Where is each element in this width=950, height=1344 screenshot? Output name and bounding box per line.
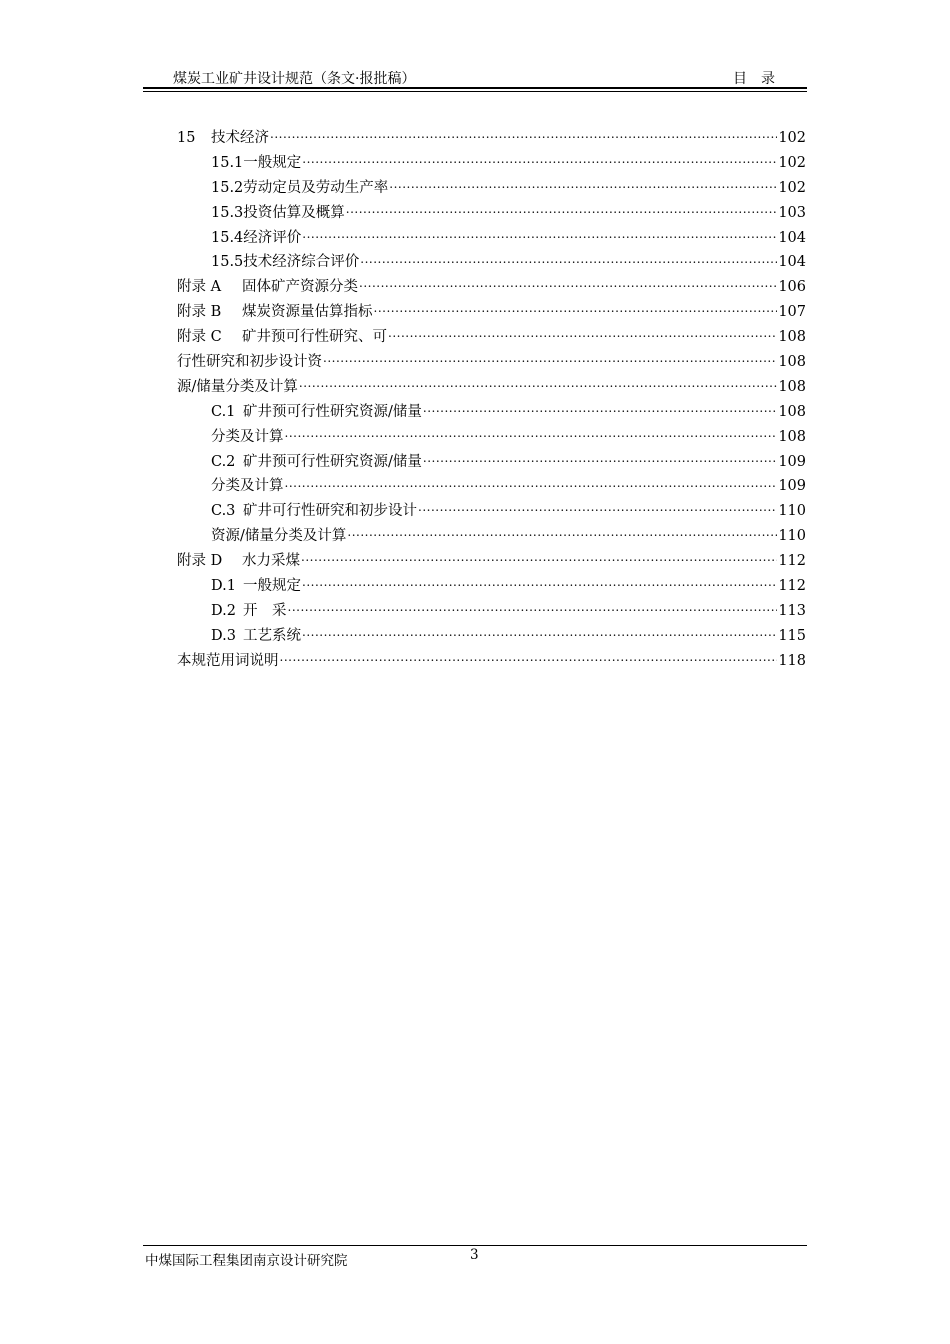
toc-entry-page: 109 xyxy=(778,453,806,470)
toc-entry-number: 15.5 xyxy=(211,254,244,271)
toc-dot-leader xyxy=(302,626,777,640)
toc-entry-page: 108 xyxy=(778,378,806,395)
toc-entry-number: D.3 xyxy=(211,627,236,644)
toc-entry-title: 矿井预可行性研究资源/储量 xyxy=(243,453,422,470)
toc-dot-leader xyxy=(301,551,777,565)
toc-dot-leader xyxy=(285,476,778,490)
toc-entry-title: 矿井预可行性研究资源/储量 xyxy=(243,403,422,420)
toc-entry-page: 112 xyxy=(778,553,806,570)
table-of-contents xyxy=(177,126,806,674)
toc-dot-leader xyxy=(302,576,777,590)
toc-entry-title: 资源/储量分类及计算 xyxy=(211,528,347,545)
header-rule-thin xyxy=(143,91,807,92)
toc-entry-page: 108 xyxy=(778,329,806,346)
toc-entry-page: 104 xyxy=(778,229,806,246)
toc-dot-leader xyxy=(347,526,777,540)
header-rule-thick xyxy=(143,87,807,89)
toc-entry-title: 水力采煤 xyxy=(242,553,300,570)
toc-entry-title: 矿井可行性研究和初步设计 xyxy=(243,503,417,520)
toc-entry-title: 一般规定 xyxy=(243,154,302,171)
toc-entry-title: 煤炭资源量估算指标 xyxy=(242,304,373,321)
toc-entry-page: 118 xyxy=(778,652,806,669)
toc-entry-title: 源/储量分类及计算 xyxy=(177,378,298,395)
toc-dot-leader xyxy=(360,252,777,266)
toc-dot-leader xyxy=(285,427,778,441)
toc-dot-leader xyxy=(346,203,778,217)
toc-entry-title: 工艺系统 xyxy=(243,627,301,644)
toc-dot-leader xyxy=(299,377,777,391)
toc-entry-title: 分类及计算 xyxy=(211,478,284,495)
toc-entry-number: C.3 xyxy=(211,503,236,520)
toc-entry[interactable] xyxy=(177,649,806,674)
toc-dot-leader xyxy=(280,651,778,665)
toc-entry[interactable] xyxy=(177,400,806,425)
toc-entry-page: 103 xyxy=(778,204,806,221)
toc-entry[interactable] xyxy=(177,499,806,524)
toc-entry-page: 110 xyxy=(778,503,806,520)
toc-entry[interactable] xyxy=(177,624,806,649)
toc-entry-number: D.2 xyxy=(211,602,236,619)
toc-entry-number: 附录 B xyxy=(177,304,222,321)
toc-entry-title: 固体矿产资源分类 xyxy=(242,279,358,296)
toc-entry-page: 102 xyxy=(778,154,806,171)
toc-entry-title: 技术经济 xyxy=(211,130,269,146)
toc-entry-title: 投资估算及概算 xyxy=(243,204,345,221)
toc-entry-number: C.2 xyxy=(211,453,236,470)
toc-entry-page: 102 xyxy=(778,130,806,146)
toc-entry-title: 开 采 xyxy=(243,602,287,619)
footer-page-number: 3 xyxy=(470,1247,479,1263)
toc-entry[interactable] xyxy=(177,226,806,251)
toc-entry-number: 15.3 xyxy=(211,204,244,221)
toc-entry[interactable] xyxy=(177,425,806,450)
toc-entry-title: 经济评价 xyxy=(243,229,302,246)
toc-entry-number: C.1 xyxy=(211,403,236,420)
toc-entry-page: 115 xyxy=(778,627,806,644)
toc-entry[interactable] xyxy=(177,126,806,151)
toc-dot-leader xyxy=(323,352,777,366)
toc-dot-leader xyxy=(288,601,778,615)
toc-entry-page: 106 xyxy=(778,279,806,296)
toc-entry-number: 15.2 xyxy=(211,179,244,196)
toc-entry-page: 110 xyxy=(778,528,806,545)
toc-dot-leader xyxy=(359,277,777,291)
toc-entry-title: 行性研究和初步设计资 xyxy=(177,354,322,371)
toc-entry-page: 107 xyxy=(778,304,806,321)
footer-organization: 中煤国际工程集团南京设计研究院 xyxy=(145,1253,348,1269)
toc-entry-title: 矿井预可行性研究、可 xyxy=(242,329,387,346)
toc-entry-title: 劳动定员及劳动生产率 xyxy=(243,179,389,196)
toc-entry-number: 附录 D xyxy=(177,553,223,570)
toc-entry[interactable] xyxy=(177,350,806,375)
toc-entry-page: 102 xyxy=(778,179,806,196)
toc-entry[interactable] xyxy=(177,474,806,499)
toc-entry-page: 113 xyxy=(778,602,806,619)
toc-entry-title: 一般规定 xyxy=(243,578,301,595)
toc-dot-leader xyxy=(389,178,777,192)
footer-rule xyxy=(143,1245,807,1246)
toc-entry-page: 108 xyxy=(778,428,806,445)
toc-entry[interactable] xyxy=(177,375,806,400)
toc-entry[interactable] xyxy=(177,549,806,574)
toc-entry[interactable] xyxy=(177,275,806,300)
toc-entry[interactable] xyxy=(177,250,806,275)
toc-entry-page: 109 xyxy=(778,478,806,495)
toc-dot-leader xyxy=(270,128,777,142)
toc-entry[interactable] xyxy=(177,325,806,350)
toc-entry-number: 15.1 xyxy=(211,154,244,171)
toc-entry[interactable] xyxy=(177,450,806,475)
header-section: 目 录 xyxy=(733,71,775,87)
toc-dot-leader xyxy=(302,228,777,242)
toc-entry-title: 技术经济综合评价 xyxy=(243,254,360,271)
toc-dot-leader xyxy=(388,327,777,341)
toc-entry[interactable] xyxy=(177,300,806,325)
toc-entry-number: 附录 A xyxy=(177,279,222,296)
toc-dot-leader xyxy=(423,402,777,416)
toc-entry[interactable] xyxy=(177,176,806,201)
toc-entry-title: 本规范用词说明 xyxy=(177,652,279,669)
toc-entry-page: 108 xyxy=(778,403,806,420)
toc-entry[interactable] xyxy=(177,201,806,226)
toc-entry-number: 15.4 xyxy=(211,229,244,246)
toc-entry-page: 104 xyxy=(778,254,806,271)
toc-entry-number: 附录 C xyxy=(177,329,222,346)
toc-dot-leader xyxy=(423,452,777,466)
toc-entry[interactable] xyxy=(177,524,806,549)
header-title: 煤炭工业矿井设计规范（条文·报批稿） xyxy=(173,71,416,87)
toc-entry[interactable] xyxy=(177,151,806,176)
toc-entry[interactable] xyxy=(177,599,806,624)
toc-dot-leader xyxy=(302,153,777,167)
toc-dot-leader xyxy=(374,302,778,316)
toc-entry-page: 108 xyxy=(778,354,806,371)
toc-entry[interactable] xyxy=(177,574,806,599)
toc-entry-number: D.1 xyxy=(211,578,236,595)
toc-dot-leader xyxy=(418,501,777,515)
toc-entry-page: 112 xyxy=(778,578,806,595)
toc-entry-title: 分类及计算 xyxy=(211,428,284,445)
toc-entry-number: 15 xyxy=(177,130,196,146)
